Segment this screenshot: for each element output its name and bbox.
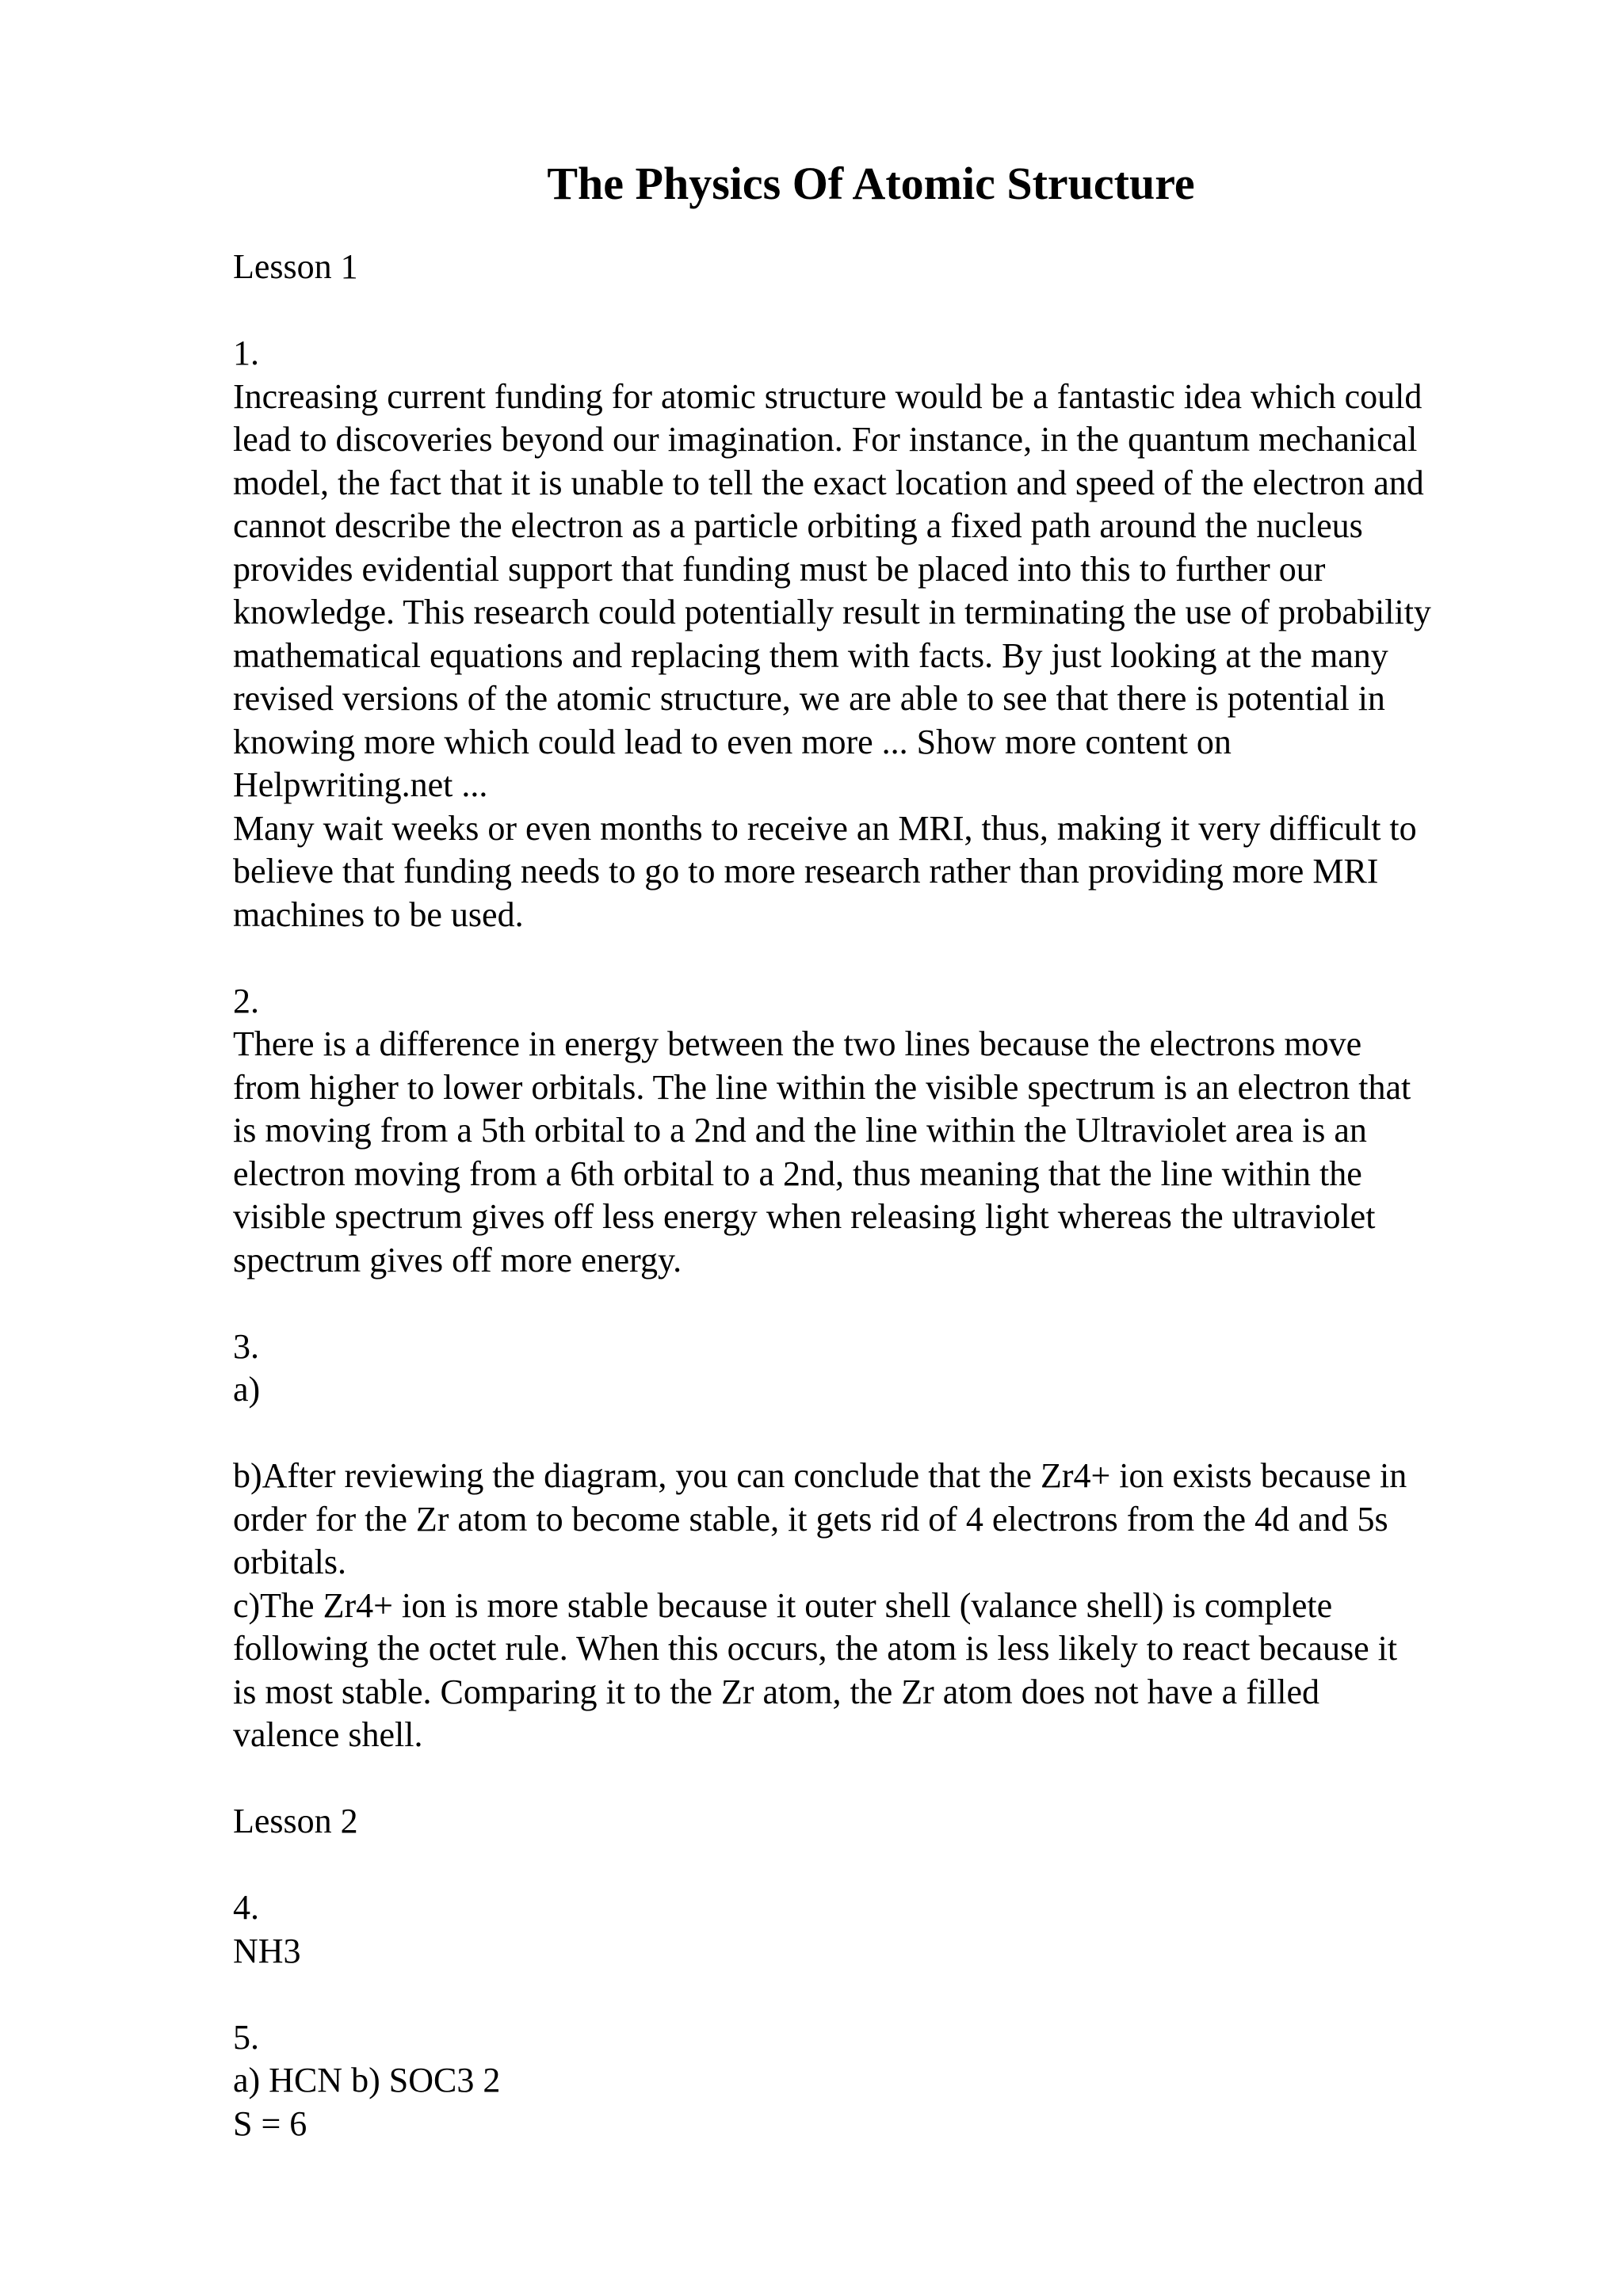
lesson-heading: Lesson 2 — [233, 1802, 358, 1840]
question-number: 1. — [233, 334, 259, 372]
text-line: is moving from a 5th orbital to a 2nd and the line within the Ultraviolet area is an — [233, 1111, 1367, 1150]
text-line: visible spectrum gives off less energy when releasing light whereas the ultraviolet — [233, 1197, 1376, 1236]
lesson-heading: Lesson 1 — [233, 247, 358, 286]
text-line: b)After reviewing the diagram, you can conclude that the Zr4+ ion exists because in — [233, 1456, 1407, 1495]
question-number: 4. — [233, 1888, 259, 1927]
question-number: 3. — [233, 1326, 259, 1366]
text-line: lead to discoveries beyond our imagination. For instance, in the quantum mechanical — [233, 420, 1418, 459]
question-2-answer — [233, 1023, 1580, 1282]
text-line: provides evidential support that funding must be placed into this to further our — [233, 549, 1326, 589]
text-line: electron moving from a 6th orbital to a 2nd, thus meaning that the line within the — [233, 1154, 1362, 1193]
spacer — [233, 289, 1580, 333]
question-3-part-a: a) — [233, 1370, 261, 1409]
text-line: model, the fact that it is unable to tell the exact location and speed of the electron and — [233, 463, 1424, 502]
text-line: Many wait weeks or even months to receive an MRI, thus, making it very difficult to — [233, 808, 1417, 848]
text-line: spectrum gives off more energy. — [233, 1240, 682, 1280]
spacer — [233, 1412, 1580, 1455]
text-line: Increasing current funding for atomic structure would be a fantastic idea which could — [233, 376, 1423, 416]
text-line: a) HCN b) SOC3 2 — [233, 2061, 501, 2100]
text-line: There is a difference in energy between the two lines because the electrons move — [233, 1024, 1362, 1063]
spacer — [233, 936, 1580, 980]
document-body — [233, 246, 1580, 2145]
text-line: mathematical equations and replacing them with facts. By just looking at the many — [233, 635, 1388, 675]
text-line: cannot describe the electron as a particle orbiting a fixed path around the nucleus — [233, 506, 1363, 545]
text-line: is most stable. Comparing it to the Zr atom, the Zr atom does not have a filled — [233, 1672, 1320, 1711]
text-line: S = 6 — [233, 2103, 307, 2143]
question-4-answer: NH3 — [233, 1931, 301, 1970]
spacer — [233, 1973, 1580, 2016]
spacer — [233, 1282, 1580, 1325]
question-1-answer — [233, 376, 1580, 937]
text-line: machines to be used. — [233, 894, 524, 934]
document-title: The Physics Of Atomic Structure — [547, 158, 1195, 209]
text-line: c)The Zr4+ ion is more stable because it outer shell (valance shell) is complete — [233, 1585, 1333, 1625]
spacer — [233, 1757, 1580, 1801]
text-line: valence shell. — [233, 1715, 423, 1754]
text-line: orbitals. — [233, 1543, 346, 1581]
text-line: Helpwriting.net ... — [233, 765, 488, 804]
text-line: believe that funding needs to go to more research rather than providing more MRI — [233, 852, 1379, 891]
text-line: knowing more which could lead to even more ... Show more content on — [233, 722, 1232, 761]
question-3-part-b — [233, 1455, 1580, 1585]
question-5-answer — [233, 2059, 1580, 2145]
question-number: 5. — [233, 2017, 259, 2057]
text-line: from higher to lower orbitals. The line within the visible spectrum is an electron that — [233, 1067, 1411, 1107]
text-line: order for the Zr atom to become stable, it gets rid of 4 electrons from the 4d and 5s — [233, 1499, 1388, 1539]
spacer — [233, 1844, 1580, 1887]
question-number: 2. — [233, 981, 259, 1020]
question-3-part-c — [233, 1585, 1580, 1757]
text-line: following the octet rule. When this occurs, the atom is less likely to react because it — [233, 1629, 1398, 1668]
text-line: revised versions of the atomic structure, we are able to see that there is potential in — [233, 679, 1385, 718]
text-line: knowledge. This research could potentially result in terminating the use of probability — [233, 593, 1431, 631]
